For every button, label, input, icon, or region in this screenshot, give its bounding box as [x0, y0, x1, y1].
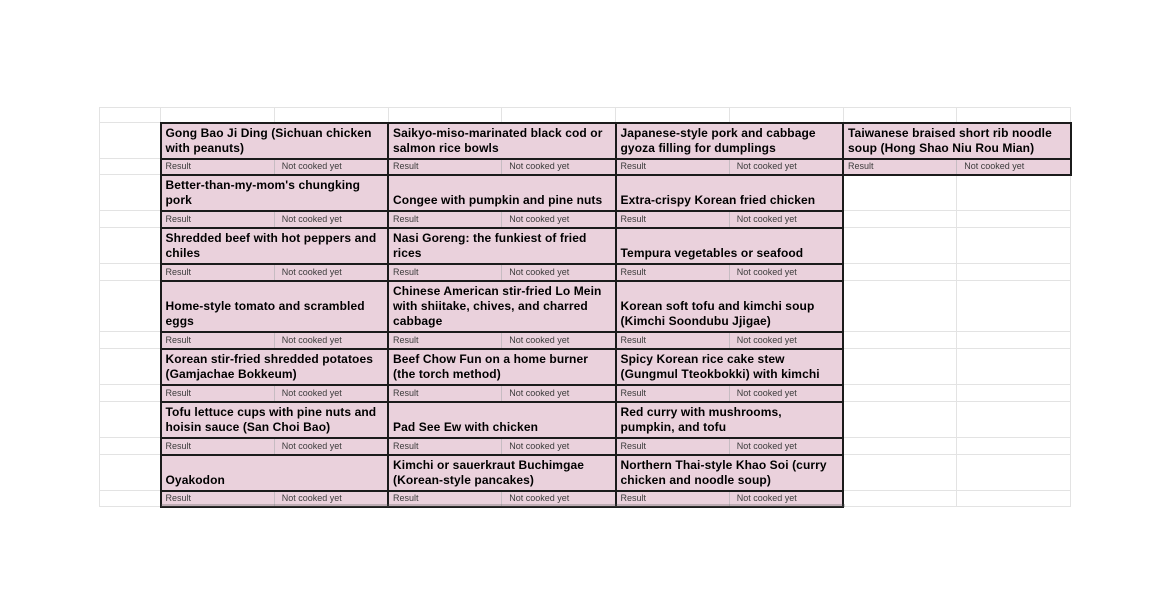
- result-label-cell[interactable]: Result: [616, 491, 730, 507]
- result-label-cell[interactable]: Result: [161, 491, 275, 507]
- empty-cell[interactable]: [100, 281, 161, 332]
- recipe-cell-r5c2[interactable]: Beef Chow Fun on a home burner (the torch method): [388, 349, 616, 385]
- result-label-cell[interactable]: Result: [388, 211, 502, 228]
- empty-cell[interactable]: [502, 108, 616, 123]
- empty-cell[interactable]: [957, 438, 1071, 455]
- result-label-cell[interactable]: Result: [161, 211, 275, 228]
- result-status-cell[interactable]: Not cooked yet: [729, 385, 843, 402]
- recipe-cell-r7c1[interactable]: Oyakodon: [161, 455, 389, 491]
- recipe-grid: [99, 107, 1072, 508]
- empty-cell[interactable]: [161, 108, 275, 123]
- result-label-cell[interactable]: Result: [161, 332, 275, 349]
- empty-cell[interactable]: [100, 402, 161, 438]
- result-label-cell[interactable]: Result: [388, 159, 502, 175]
- empty-cell[interactable]: [100, 455, 161, 491]
- empty-cell[interactable]: [843, 455, 957, 491]
- result-label-cell[interactable]: Result: [616, 159, 730, 175]
- empty-cell[interactable]: [100, 332, 161, 349]
- empty-cell[interactable]: [843, 228, 957, 264]
- recipe-cell-r3c2[interactable]: Nasi Goreng: the funkiest of fried rices: [388, 228, 616, 264]
- recipe-cell-r4c3[interactable]: Korean soft tofu and kimchi soup (Kimchi Soondubu Jjigae): [616, 281, 844, 332]
- empty-cell[interactable]: [957, 281, 1071, 332]
- empty-cell[interactable]: [957, 175, 1071, 211]
- empty-cell[interactable]: [100, 438, 161, 455]
- empty-cell[interactable]: [957, 211, 1071, 228]
- recipe-cell-r5c1[interactable]: Korean stir-fried shredded potatoes (Gamjachae Bokkeum): [161, 349, 389, 385]
- result-label-cell[interactable]: Result: [616, 385, 730, 402]
- empty-cell[interactable]: [843, 491, 957, 507]
- table-shadow: [161, 504, 845, 507]
- result-label-cell[interactable]: Result: [616, 211, 730, 228]
- empty-cell[interactable]: [957, 455, 1071, 491]
- result-status-cell[interactable]: Not cooked yet: [274, 385, 388, 402]
- result-label-cell[interactable]: Result: [843, 159, 957, 175]
- result-status-cell[interactable]: Not cooked yet: [502, 491, 616, 507]
- result-label-cell[interactable]: Result: [616, 332, 730, 349]
- recipe-cell-r1c3[interactable]: Japanese-style pork and cabbage gyoza filling for dumplings: [616, 123, 844, 159]
- empty-cell[interactable]: [957, 108, 1071, 123]
- recipe-cell-r2c1[interactable]: Better-than-my-mom's chungking pork: [161, 175, 389, 211]
- result-label-cell[interactable]: Result: [388, 264, 502, 281]
- result-label-cell[interactable]: Result: [616, 264, 730, 281]
- result-status-cell[interactable]: Not cooked yet: [729, 332, 843, 349]
- empty-cell[interactable]: [100, 385, 161, 402]
- empty-cell[interactable]: [100, 211, 161, 228]
- recipe-cell-r6c3[interactable]: Red curry with mushrooms, pumpkin, and tofu: [616, 402, 844, 438]
- result-status-cell[interactable]: Not cooked yet: [274, 211, 388, 228]
- result-label-cell[interactable]: Result: [388, 491, 502, 507]
- empty-cell[interactable]: [957, 491, 1071, 507]
- result-status-cell[interactable]: Not cooked yet: [502, 438, 616, 455]
- empty-cell[interactable]: [843, 211, 957, 228]
- recipe-cell-r4c2[interactable]: Chinese American stir-fried Lo Mein with shiitake, chives, and charred cabbage: [388, 281, 616, 332]
- recipe-cell-r7c3[interactable]: Northern Thai-style Khao Soi (curry chicken and noodle soup): [616, 455, 844, 491]
- result-status-cell[interactable]: Not cooked yet: [957, 159, 1071, 175]
- result-status-cell[interactable]: Not cooked yet: [729, 211, 843, 228]
- empty-cell[interactable]: [843, 349, 957, 385]
- result-status-cell[interactable]: Not cooked yet: [729, 264, 843, 281]
- empty-cell[interactable]: [843, 385, 957, 402]
- recipe-cell-r5c3[interactable]: Spicy Korean rice cake stew (Gungmul Tteokbokki) with kimchi: [616, 349, 844, 385]
- result-status-cell[interactable]: Not cooked yet: [729, 159, 843, 175]
- recipe-cell-r4c1[interactable]: Home-style tomato and scrambled eggs: [161, 281, 389, 332]
- empty-cell[interactable]: [100, 264, 161, 281]
- empty-cell[interactable]: [957, 332, 1071, 349]
- recipe-cell-r1c1[interactable]: Gong Bao Ji Ding (Sichuan chicken with peanuts): [161, 123, 389, 159]
- empty-cell[interactable]: [100, 159, 161, 175]
- result-status-cell[interactable]: Not cooked yet: [502, 332, 616, 349]
- result-status-cell[interactable]: Not cooked yet: [729, 438, 843, 455]
- recipe-cell-r2c2[interactable]: Congee with pumpkin and pine nuts: [388, 175, 616, 211]
- empty-cell[interactable]: [100, 108, 161, 123]
- empty-cell[interactable]: [729, 108, 843, 123]
- result-label-cell[interactable]: Result: [388, 385, 502, 402]
- empty-cell[interactable]: [100, 349, 161, 385]
- recipe-cell-r2c3[interactable]: Extra-crispy Korean fried chicken: [616, 175, 844, 211]
- result-status-cell[interactable]: Not cooked yet: [274, 438, 388, 455]
- result-label-cell[interactable]: Result: [616, 438, 730, 455]
- empty-cell[interactable]: [843, 402, 957, 438]
- result-label-cell[interactable]: Result: [388, 332, 502, 349]
- result-status-cell[interactable]: Not cooked yet: [274, 491, 388, 507]
- result-status-cell[interactable]: Not cooked yet: [502, 211, 616, 228]
- empty-cell[interactable]: [843, 332, 957, 349]
- empty-cell[interactable]: [957, 402, 1071, 438]
- result-label-cell[interactable]: Result: [161, 264, 275, 281]
- result-status-cell[interactable]: Not cooked yet: [274, 159, 388, 175]
- empty-cell[interactable]: [843, 175, 957, 211]
- recipe-cell-r3c1[interactable]: Shredded beef with hot peppers and chiles: [161, 228, 389, 264]
- recipe-cell-r6c2[interactable]: Pad See Ew with chicken: [388, 402, 616, 438]
- recipe-cell-r3c3[interactable]: Tempura vegetables or seafood: [616, 228, 844, 264]
- empty-cell[interactable]: [843, 438, 957, 455]
- empty-cell[interactable]: [388, 108, 502, 123]
- recipe-cell-r6c1[interactable]: Tofu lettuce cups with pine nuts and hoisin sauce (San Choi Bao): [161, 402, 389, 438]
- result-status-cell[interactable]: Not cooked yet: [274, 332, 388, 349]
- result-label-cell[interactable]: Result: [161, 385, 275, 402]
- empty-cell[interactable]: [100, 123, 161, 159]
- result-label-cell[interactable]: Result: [388, 438, 502, 455]
- empty-cell[interactable]: [274, 108, 388, 123]
- empty-cell[interactable]: [100, 491, 161, 507]
- recipe-cell-r7c2[interactable]: Kimchi or sauerkraut Buchimgae (Korean-style pancakes): [388, 455, 616, 491]
- empty-cell[interactable]: [100, 175, 161, 211]
- empty-cell[interactable]: [616, 108, 730, 123]
- empty-cell[interactable]: [957, 349, 1071, 385]
- empty-cell[interactable]: [957, 228, 1071, 264]
- recipe-cell-r1c4[interactable]: Taiwanese braised short rib noodle soup (Hong Shao Niu Rou Mian): [843, 123, 1071, 159]
- empty-cell[interactable]: [843, 108, 957, 123]
- empty-cell[interactable]: [957, 385, 1071, 402]
- result-status-cell[interactable]: Not cooked yet: [502, 385, 616, 402]
- result-label-cell[interactable]: Result: [161, 438, 275, 455]
- empty-cell[interactable]: [843, 281, 957, 332]
- result-status-cell[interactable]: Not cooked yet: [502, 159, 616, 175]
- result-status-cell[interactable]: Not cooked yet: [274, 264, 388, 281]
- result-status-cell[interactable]: Not cooked yet: [502, 264, 616, 281]
- empty-cell[interactable]: [100, 228, 161, 264]
- empty-cell[interactable]: [843, 264, 957, 281]
- recipe-cell-r1c2[interactable]: Saikyo-miso-marinated black cod or salmon rice bowls: [388, 123, 616, 159]
- empty-cell[interactable]: [957, 264, 1071, 281]
- result-status-cell[interactable]: Not cooked yet: [729, 491, 843, 507]
- result-label-cell[interactable]: Result: [161, 159, 275, 175]
